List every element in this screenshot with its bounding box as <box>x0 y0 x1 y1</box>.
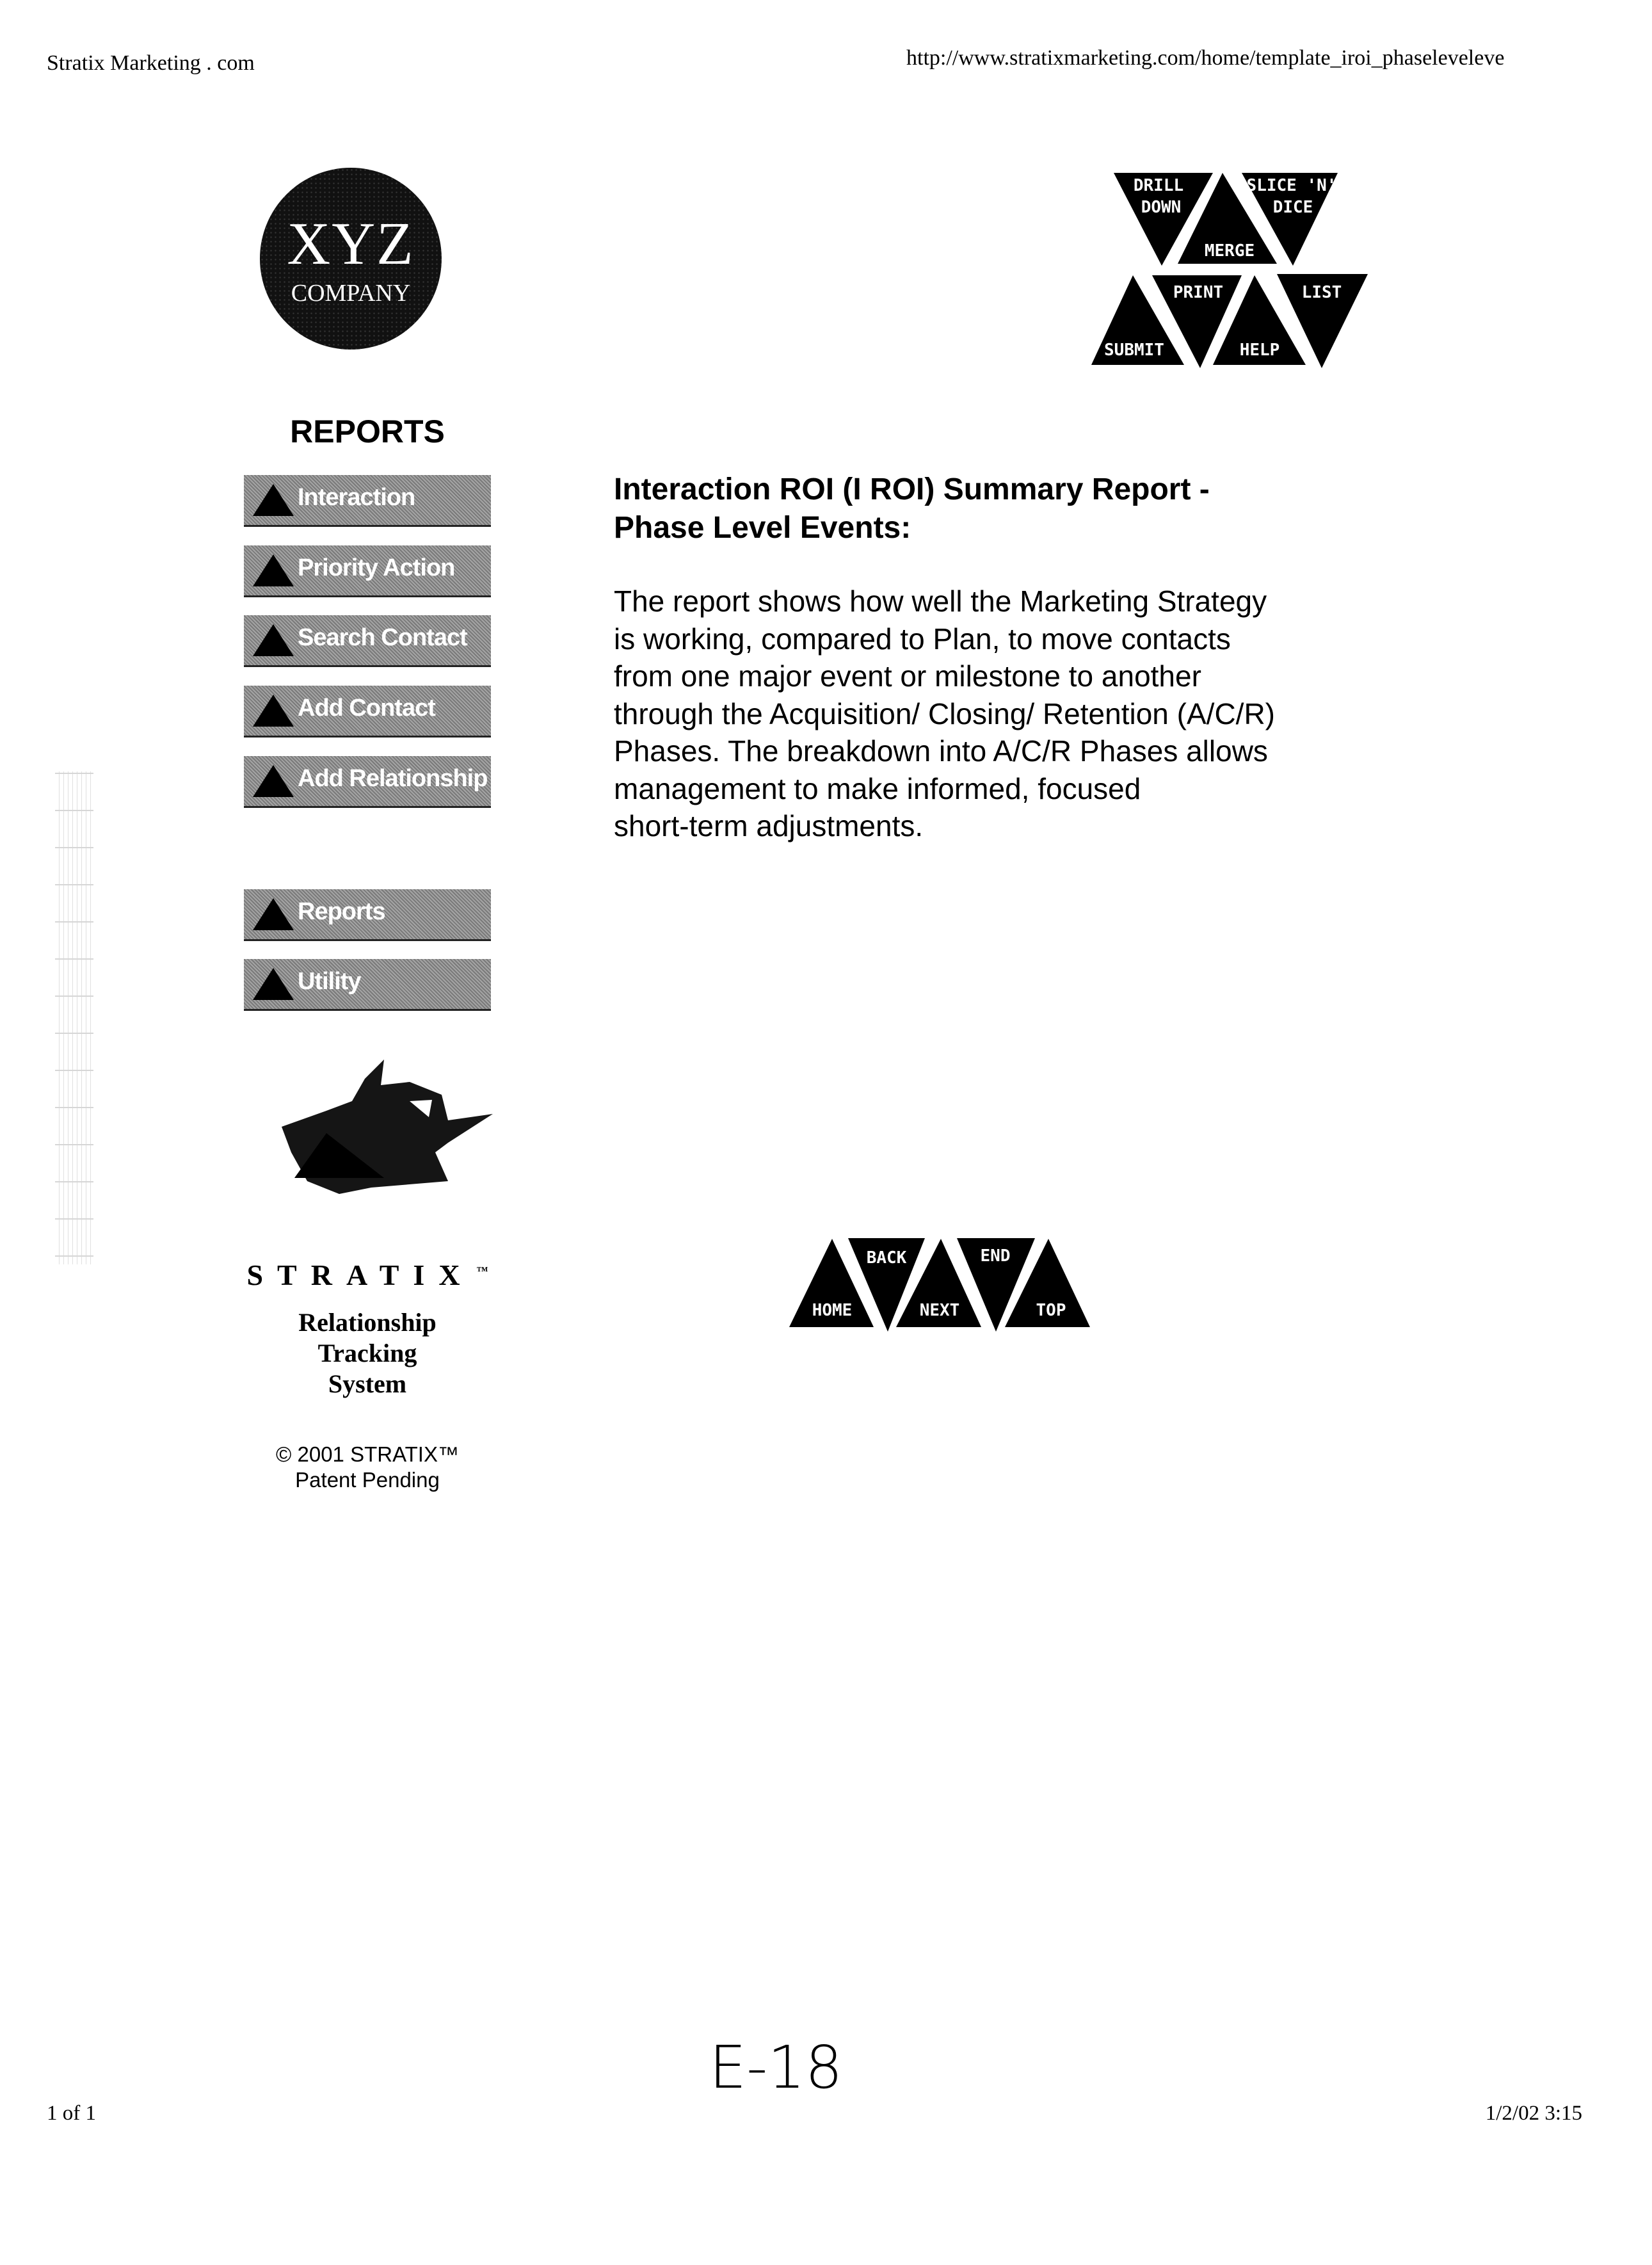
button-label: DICE <box>1273 198 1313 217</box>
button-label: MERGE <box>1205 241 1255 261</box>
button-label: DRILL <box>1134 176 1183 195</box>
heading-line: Interaction ROI (I ROI) Summary Report - <box>614 471 1382 509</box>
paragraph-line: through the Acquisition/ Closing/ Retention (A/C/R) <box>614 695 1382 733</box>
logo-subtext: COMPANY <box>291 278 411 308</box>
button-label: LIST <box>1302 283 1342 302</box>
triangle-buttons-layer <box>0 0 1652 2265</box>
paragraph-line: is working, compared to Plan, to move contacts <box>614 620 1382 658</box>
brand-text: STRATIX <box>246 1259 474 1291</box>
page-url: http://www.stratixmarketing.com/home/template_iroi_phaseleveleve <box>906 46 1504 70</box>
nav-label: Utility <box>298 968 361 995</box>
patent-text: Patent Pending <box>244 1467 491 1493</box>
button-label: HOME <box>812 1301 853 1320</box>
paragraph-line: from one major event or milestone to another <box>614 657 1382 695</box>
logo-text: XYZ <box>287 209 414 278</box>
button-label: BACK <box>867 1248 907 1268</box>
button-label: DOWN <box>1141 198 1182 217</box>
nav-label: Priority Action <box>298 554 454 582</box>
tagline-line: System <box>244 1369 491 1399</box>
button-label: SUBMIT <box>1104 341 1164 360</box>
site-name: Stratix Marketing . com <box>47 51 255 76</box>
print-datetime: 1/2/02 3:15 <box>1486 2102 1582 2125</box>
page-count: 1 of 1 <box>47 2102 96 2125</box>
paragraph-line: short-term adjustments. <box>614 807 1382 845</box>
nav-label: Search Contact <box>298 624 467 652</box>
tagline-line: Tracking <box>244 1338 491 1369</box>
nav-label: Add Contact <box>298 695 435 722</box>
handwritten-exhibit-label: E-18 <box>709 2036 842 2100</box>
button-label: END <box>981 1246 1011 1266</box>
button-label: SLICE 'N' <box>1247 176 1337 195</box>
tagline-line: Relationship <box>244 1307 491 1338</box>
button-label: TOP <box>1036 1301 1066 1320</box>
heading-line: Phase Level Events: <box>614 509 1382 547</box>
nav-label: Reports <box>298 898 385 926</box>
nav-label: Add Relationship <box>298 765 487 793</box>
button-label: PRINT <box>1173 283 1223 302</box>
button-label: NEXT <box>920 1301 960 1320</box>
paragraph-line: The report shows how well the Marketing Strategy <box>614 583 1382 620</box>
trademark: ™ <box>477 1264 488 1277</box>
copyright-text: © 2001 STRATIX™ <box>244 1442 491 1467</box>
button-label: HELP <box>1240 341 1280 360</box>
paragraph-line: Phases. The breakdown into A/C/R Phases allows <box>614 732 1382 770</box>
nav-label: Interaction <box>298 484 415 512</box>
sidebar-title: REPORTS <box>244 413 491 450</box>
paragraph-line: management to make informed, focused <box>614 770 1382 808</box>
